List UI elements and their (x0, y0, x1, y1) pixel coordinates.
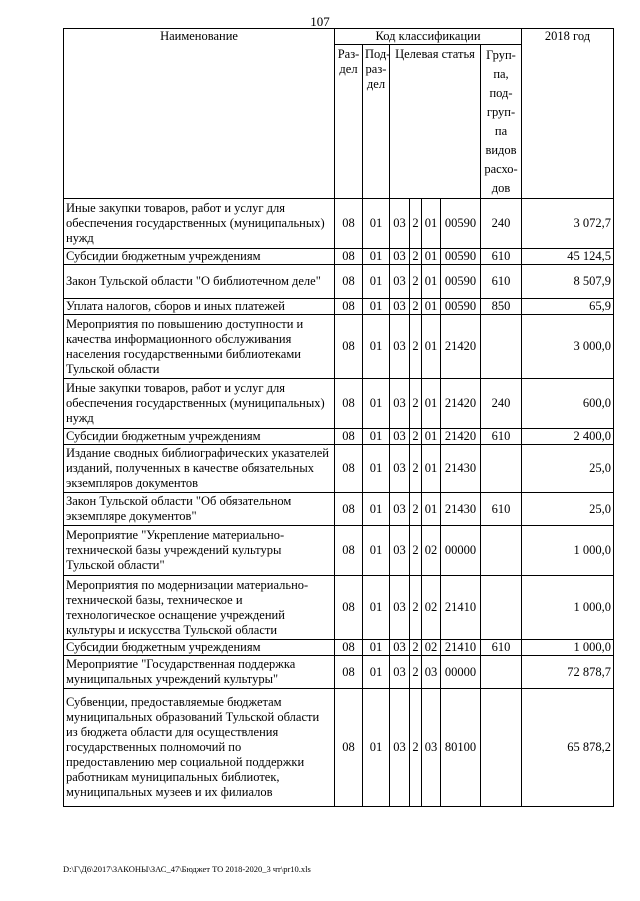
row-podrazdel: 01 (363, 429, 390, 445)
row-name: Уплата налогов, сборов и иных платежей (64, 299, 335, 315)
row-razdel: 08 (335, 315, 363, 379)
row-podrazdel: 01 (363, 576, 390, 640)
row-target-subprogram: 2 (410, 265, 422, 299)
row-amount: 1 000,0 (522, 640, 614, 656)
row-target-program: 03 (390, 526, 410, 576)
row-target-direction: 80100 (441, 689, 481, 807)
row-target-subprogram: 2 (410, 493, 422, 526)
row-name: Мероприятие "Укрепление материально-технической базы учреждений культуры Тульской области" (64, 526, 335, 576)
row-target-program: 03 (390, 689, 410, 807)
row-razdel: 08 (335, 265, 363, 299)
row-target-direction: 21410 (441, 576, 481, 640)
row-amount: 1 000,0 (522, 526, 614, 576)
row-target-event: 03 (422, 689, 441, 807)
row-target-event: 02 (422, 576, 441, 640)
row-target-direction: 21430 (441, 493, 481, 526)
row-expense-group (481, 315, 522, 379)
row-podrazdel: 01 (363, 526, 390, 576)
row-target-program: 03 (390, 265, 410, 299)
row-podrazdel: 01 (363, 445, 390, 493)
row-target-event: 01 (422, 265, 441, 299)
row-amount: 3 072,7 (522, 199, 614, 249)
row-expense-group: 610 (481, 640, 522, 656)
table-row (64, 299, 614, 315)
row-podrazdel: 01 (363, 493, 390, 526)
row-target-subprogram: 2 (410, 199, 422, 249)
row-amount: 25,0 (522, 445, 614, 493)
row-target-program: 03 (390, 640, 410, 656)
row-amount: 8 507,9 (522, 265, 614, 299)
row-target-program: 03 (390, 315, 410, 379)
row-target-program: 03 (390, 445, 410, 493)
row-podrazdel: 01 (363, 199, 390, 249)
row-podrazdel: 01 (363, 656, 390, 689)
row-name: Иные закупки товаров, работ и услуг для обеспечения государственных (муниципальных) нужд (64, 199, 335, 249)
row-target-direction: 21430 (441, 445, 481, 493)
page-number: 107 (310, 14, 330, 29)
row-target-subprogram: 2 (410, 689, 422, 807)
row-target-program: 03 (390, 656, 410, 689)
row-target-direction: 21420 (441, 379, 481, 429)
row-razdel: 08 (335, 299, 363, 315)
row-name: Субсидии бюджетным учреждениям (64, 429, 335, 445)
row-target-subprogram: 2 (410, 526, 422, 576)
row-expense-group (481, 445, 522, 493)
row-target-event: 01 (422, 299, 441, 315)
row-name: Закон Тульской области "О библиотечном деле" (64, 265, 335, 299)
row-expense-group (481, 526, 522, 576)
row-target-event: 01 (422, 249, 441, 265)
row-amount: 72 878,7 (522, 656, 614, 689)
table-row (64, 656, 614, 689)
row-name: Субсидии бюджетным учреждениям (64, 249, 335, 265)
row-target-direction: 00000 (441, 656, 481, 689)
row-razdel: 08 (335, 199, 363, 249)
row-name: Субсидии бюджетным учреждениям (64, 640, 335, 656)
row-name: Издание сводных библиографических указателей изданий, полученных в качестве обязательных экземпляров документов (64, 445, 335, 493)
row-target-event: 01 (422, 493, 441, 526)
row-target-event: 02 (422, 640, 441, 656)
row-target-event: 01 (422, 199, 441, 249)
row-target-subprogram: 2 (410, 429, 422, 445)
table-row (64, 445, 614, 493)
row-target-subprogram: 2 (410, 656, 422, 689)
table-row (64, 493, 614, 526)
table-row (64, 429, 614, 445)
row-razdel: 08 (335, 576, 363, 640)
header-classification: Код классификации (335, 29, 522, 45)
row-target-direction: 00590 (441, 299, 481, 315)
row-target-subprogram: 2 (410, 640, 422, 656)
table-row (64, 199, 614, 249)
row-target-direction: 00590 (441, 265, 481, 299)
row-target-event: 02 (422, 526, 441, 576)
header-target: Целевая статья (390, 45, 481, 199)
row-razdel: 08 (335, 526, 363, 576)
row-target-program: 03 (390, 429, 410, 445)
row-target-program: 03 (390, 493, 410, 526)
row-razdel: 08 (335, 493, 363, 526)
row-target-program: 03 (390, 249, 410, 265)
row-podrazdel: 01 (363, 265, 390, 299)
table-row (64, 576, 614, 640)
row-target-subprogram: 2 (410, 445, 422, 493)
row-target-subprogram: 2 (410, 576, 422, 640)
row-podrazdel: 01 (363, 315, 390, 379)
row-razdel: 08 (335, 689, 363, 807)
row-podrazdel: 01 (363, 379, 390, 429)
row-name: Субвенции, предоставляемые бюджетам муниципальных образований Тульской области из бюджета области для осуществления государственных полномочий по предоставлению мер социальной поддержки работникам муниципальных библиотек, муниципальных музеев и их филиалов (64, 689, 335, 807)
header-group: Груп- па, под- груп- па видов расхо- дов (481, 45, 522, 199)
row-razdel: 08 (335, 640, 363, 656)
row-amount: 65 878,2 (522, 689, 614, 807)
row-podrazdel: 01 (363, 299, 390, 315)
row-amount: 2 400,0 (522, 429, 614, 445)
row-expense-group: 610 (481, 249, 522, 265)
row-name: Иные закупки товаров, работ и услуг для обеспечения государственных (муниципальных) нужд (64, 379, 335, 429)
table-row (64, 379, 614, 429)
row-expense-group: 240 (481, 379, 522, 429)
row-podrazdel: 01 (363, 689, 390, 807)
table-row (64, 249, 614, 265)
row-target-event: 03 (422, 656, 441, 689)
header-year: 2018 год (522, 29, 614, 199)
row-razdel: 08 (335, 429, 363, 445)
row-amount: 65,9 (522, 299, 614, 315)
budget-table (63, 28, 614, 807)
row-expense-group: 850 (481, 299, 522, 315)
row-target-event: 01 (422, 445, 441, 493)
header-razdel: Раз- дел (335, 45, 363, 199)
row-target-direction: 21420 (441, 429, 481, 445)
row-podrazdel: 01 (363, 640, 390, 656)
row-name: Мероприятие "Государственная поддержка муниципальных учреждений культуры" (64, 656, 335, 689)
row-expense-group (481, 689, 522, 807)
row-target-subprogram: 2 (410, 249, 422, 265)
row-amount: 25,0 (522, 493, 614, 526)
row-expense-group (481, 576, 522, 640)
row-target-direction: 00590 (441, 249, 481, 265)
header-podrazdel: Под- раз- дел (363, 45, 390, 199)
table-row (64, 315, 614, 379)
row-razdel: 08 (335, 656, 363, 689)
row-razdel: 08 (335, 379, 363, 429)
row-target-program: 03 (390, 199, 410, 249)
row-razdel: 08 (335, 249, 363, 265)
row-target-direction: 21420 (441, 315, 481, 379)
table-row (64, 265, 614, 299)
header-name: Наименование (64, 29, 335, 199)
row-target-event: 01 (422, 315, 441, 379)
row-expense-group: 240 (481, 199, 522, 249)
row-target-direction: 21410 (441, 640, 481, 656)
row-expense-group: 610 (481, 265, 522, 299)
row-amount: 3 000,0 (522, 315, 614, 379)
row-expense-group: 610 (481, 493, 522, 526)
row-name: Мероприятия по повышению доступности и качества информационного обслуживания населения государственными библиотеками Тульской области (64, 315, 335, 379)
row-target-direction: 00000 (441, 526, 481, 576)
table-row (64, 689, 614, 807)
row-target-subprogram: 2 (410, 379, 422, 429)
row-amount: 600,0 (522, 379, 614, 429)
row-target-subprogram: 2 (410, 315, 422, 379)
table-row (64, 640, 614, 656)
row-podrazdel: 01 (363, 249, 390, 265)
row-amount: 45 124,5 (522, 249, 614, 265)
row-target-program: 03 (390, 379, 410, 429)
row-amount: 1 000,0 (522, 576, 614, 640)
row-name: Закон Тульской области "Об обязательном экземпляре документов" (64, 493, 335, 526)
row-target-direction: 00590 (441, 199, 481, 249)
table-row (64, 526, 614, 576)
row-target-event: 01 (422, 429, 441, 445)
row-target-subprogram: 2 (410, 299, 422, 315)
row-target-program: 03 (390, 299, 410, 315)
row-target-event: 01 (422, 379, 441, 429)
row-target-program: 03 (390, 576, 410, 640)
row-razdel: 08 (335, 445, 363, 493)
file-path-footer: D:\Г\Д6\2017\ЗАКОНЫ\ЗАС_47\Бюджет ТО 2018-2020_3 чт\pr10.xls (63, 864, 311, 874)
row-expense-group: 610 (481, 429, 522, 445)
row-name: Мероприятия по модернизации материально-технической базы, техническое и технологическое оснащение учреждений культуры и искусства Тульской области (64, 576, 335, 640)
row-expense-group (481, 656, 522, 689)
